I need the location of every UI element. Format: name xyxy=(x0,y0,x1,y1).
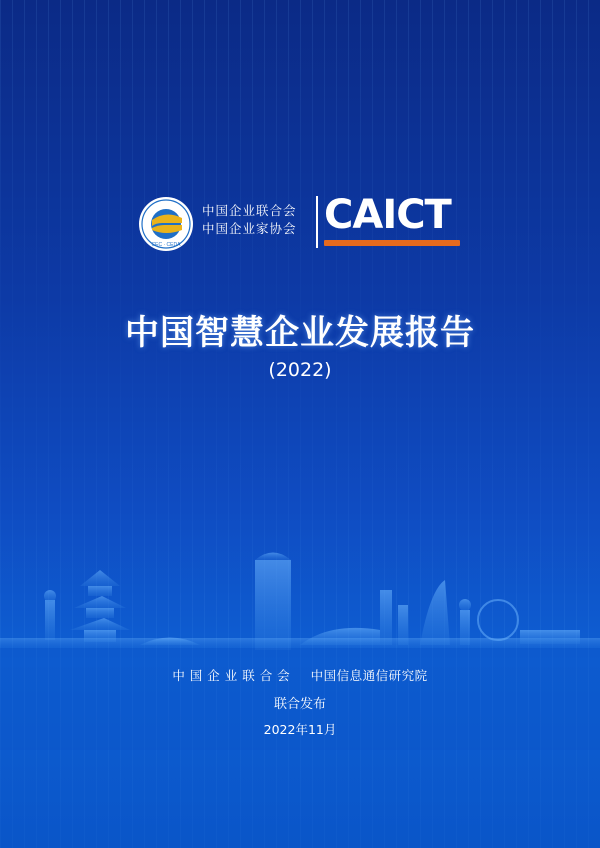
publisher-line xyxy=(0,666,600,684)
publisher-ceca: 中 国 企 业 联 合 会 xyxy=(172,668,291,683)
caict-logo-bar xyxy=(324,240,460,246)
report-title: 中国智慧企业发展报告 xyxy=(125,313,475,353)
ceca-name-line2: 中国企业家协会 xyxy=(202,221,297,236)
city-skyline-illustration xyxy=(0,520,600,750)
joint-release-label: 联合发布 xyxy=(273,697,326,712)
report-year: (2022) xyxy=(268,359,332,381)
ceca-name-block xyxy=(202,202,297,238)
emblem-caption: CEC · CEDA xyxy=(151,242,181,248)
ceca-name-line1: 中国企业联合会 xyxy=(202,203,297,218)
caict-logo-text: CAICT xyxy=(324,192,451,238)
logo-bar xyxy=(138,190,468,254)
caict-logo xyxy=(324,190,464,250)
publisher-caict: 中国信息通信研究院 xyxy=(310,668,428,683)
ceca-emblem-icon xyxy=(138,196,194,252)
logo-divider xyxy=(316,196,318,248)
publish-date: 2022年11月 xyxy=(263,722,337,737)
